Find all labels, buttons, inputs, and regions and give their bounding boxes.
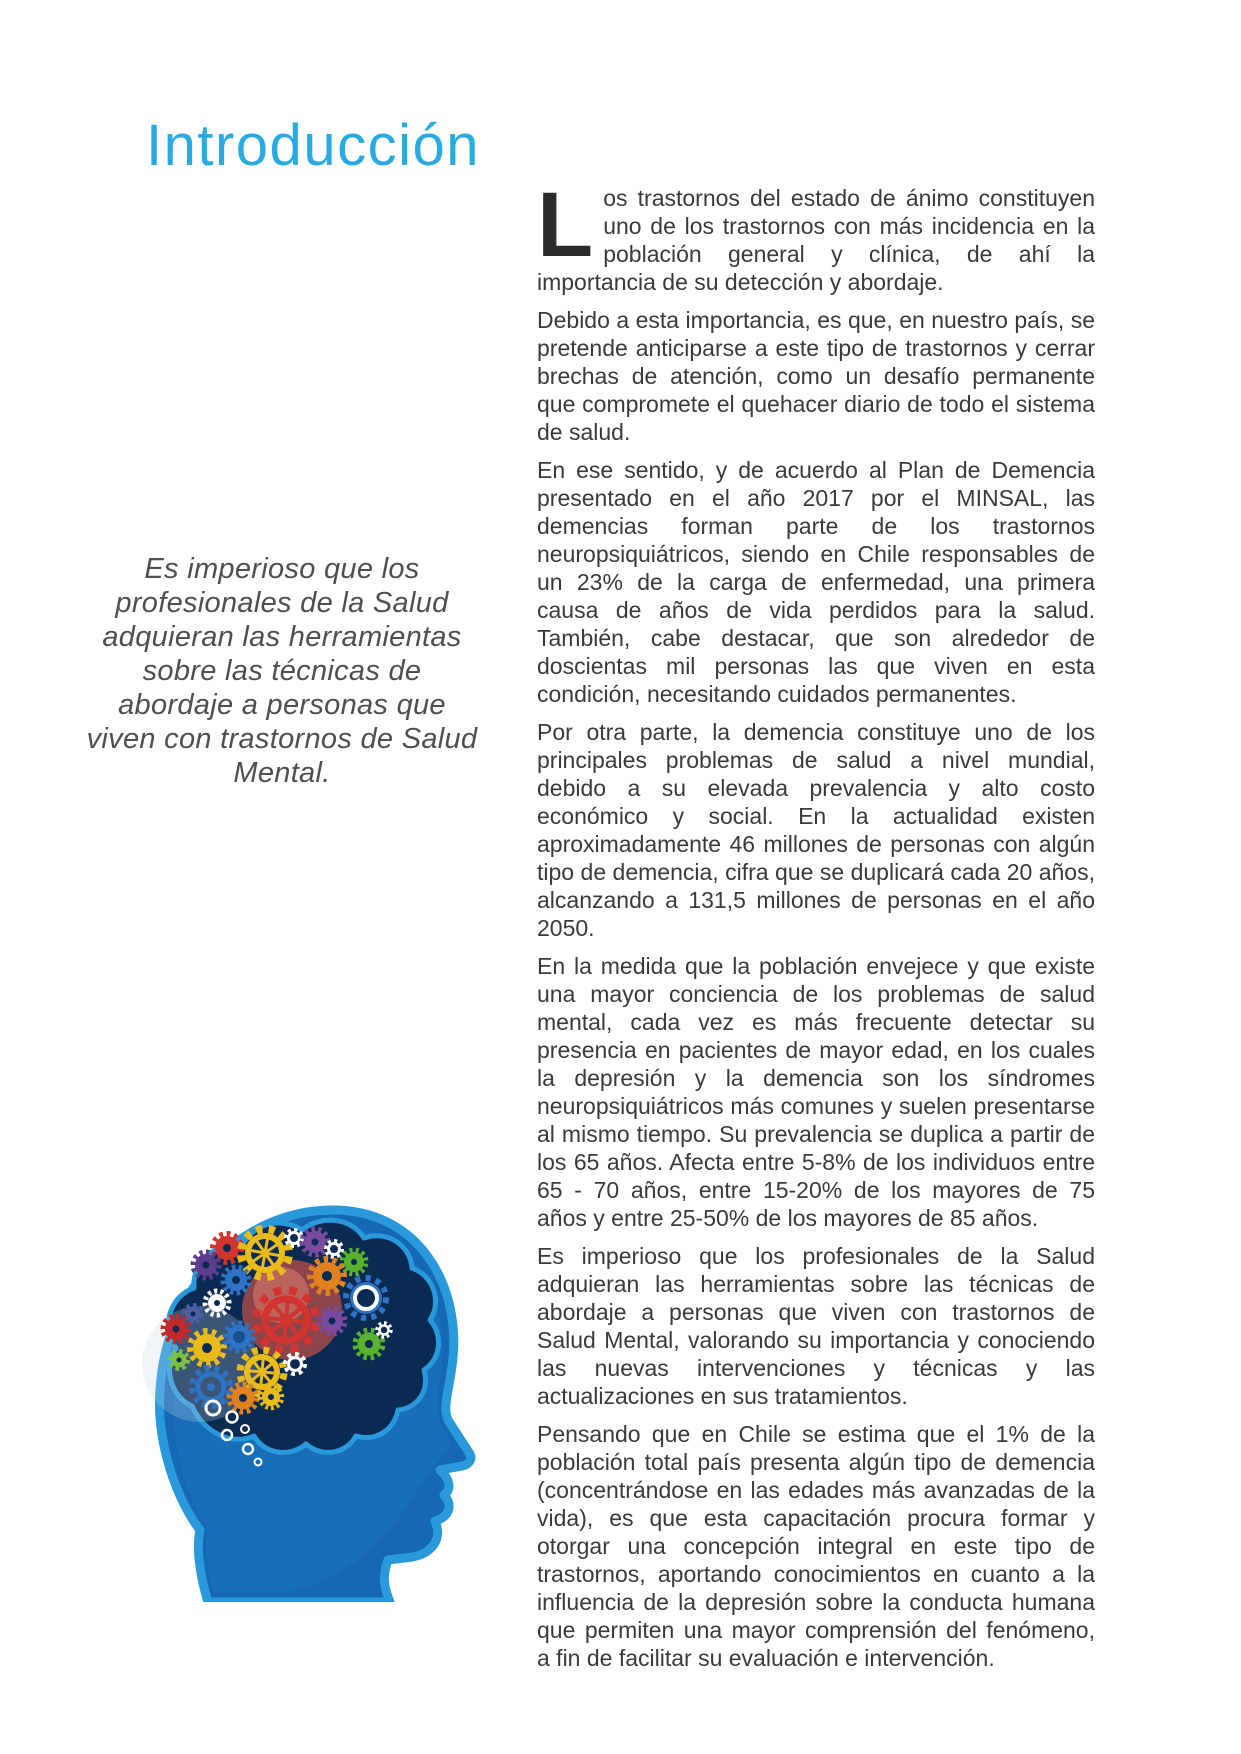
gear-icon xyxy=(340,1248,367,1275)
head-gears-illustration xyxy=(96,1192,480,1602)
drop-cap-letter: L xyxy=(537,174,594,276)
paragraph-6: Es imperioso que los profesionales de la Salud adquieran las herramientas sobre las técnicas de abordaje a personas que viven con trastornos de Salud Mental, valorando su importancia y conociendo las nuevas intervenciones y técnicas y las actualizaciones en sus tratamientos. xyxy=(537,1243,1095,1409)
gear-icon xyxy=(317,1306,347,1336)
gear-icon xyxy=(253,1287,319,1353)
paragraph-2: Debido a esta importancia, es que, en nuestro país, se pretende anticiparse a este tipo de trastornos y cerrar brechas de atención, como un desafío permanente que compromete el quehacer diario de todo el sistema de salud. xyxy=(537,307,1095,445)
paragraph-7: Pensando que en Chile se estima que el 1% de la población total país presenta algún tipo de demencia (concentrándose en las edades más avanzadas de la vida), es que esta capacitación procura formar y otorgar una concepción integral en este tipo de trastornos, aportando conocimientos en cuanto a la influencia de la depresión sobre la conducta humana que permiten una mayor comprensión del fenómeno, a fin de facilitar su evaluación e intervención. xyxy=(537,1421,1095,1671)
gear-icon xyxy=(221,1265,252,1296)
paragraph-3: En ese sentido, y de acuerdo al Plan de Demencia presentado en el año 2017 por el MINSAL, las demencias forman parte de los trastornos neuropsiquiátricos, siendo en Chile responsables de un 23% de la carga de enfermedad, una primera causa de años de vida perdidos para la salud. También, cabe destacar, que son alrededor de doscientas mil personas las que viven en esta condición, necesitando cuidados permanentes. xyxy=(537,457,1095,707)
page-title: Introducción xyxy=(146,113,480,178)
paragraph-5: En la medida que la población envejece y que existe una mayor conciencia de los problemas de salud mental, cada vez es más frecuente detectar su presencia en pacientes de mayor edad, en los cuales la depresión y la demencia son los síndromes neuropsiquiátricos más comunes y suelen presentarse al mismo tiempo. Su prevalencia se duplica a partir de los 65 años. Afecta entre 5-8% de los individuos entre 65 - 70 años, entre 15-20% de los mayores de 75 años y entre 25-50% de los mayores de 85 años. xyxy=(537,953,1095,1231)
paragraph-1 xyxy=(537,174,1095,296)
paragraph-1-text: os trastornos del estado de ánimo constituyen uno de los trastornos con más incidencia en la población general y clínica, de ahí la importancia de su detección y abordaje. xyxy=(537,185,1095,295)
body-column xyxy=(537,174,1095,1682)
paragraph-4: Por otra parte, la demencia constituye uno de los principales problemas de salud a nivel mundial, debido a su elevada prevalencia y alto costo económico y social. En la actualidad existen aproximadamente 46 millones de personas con algún tipo de demencia, cifra que se duplicará cada 20 años, alcanzando a 131,5 millones de personas en el año 2050. xyxy=(537,719,1095,941)
pull-quote: Es imperioso que los profesionales de la Salud adquieran las herramientas sobre las técnicas de abordaje a personas que viven con trastornos de Salud Mental. xyxy=(86,553,478,789)
